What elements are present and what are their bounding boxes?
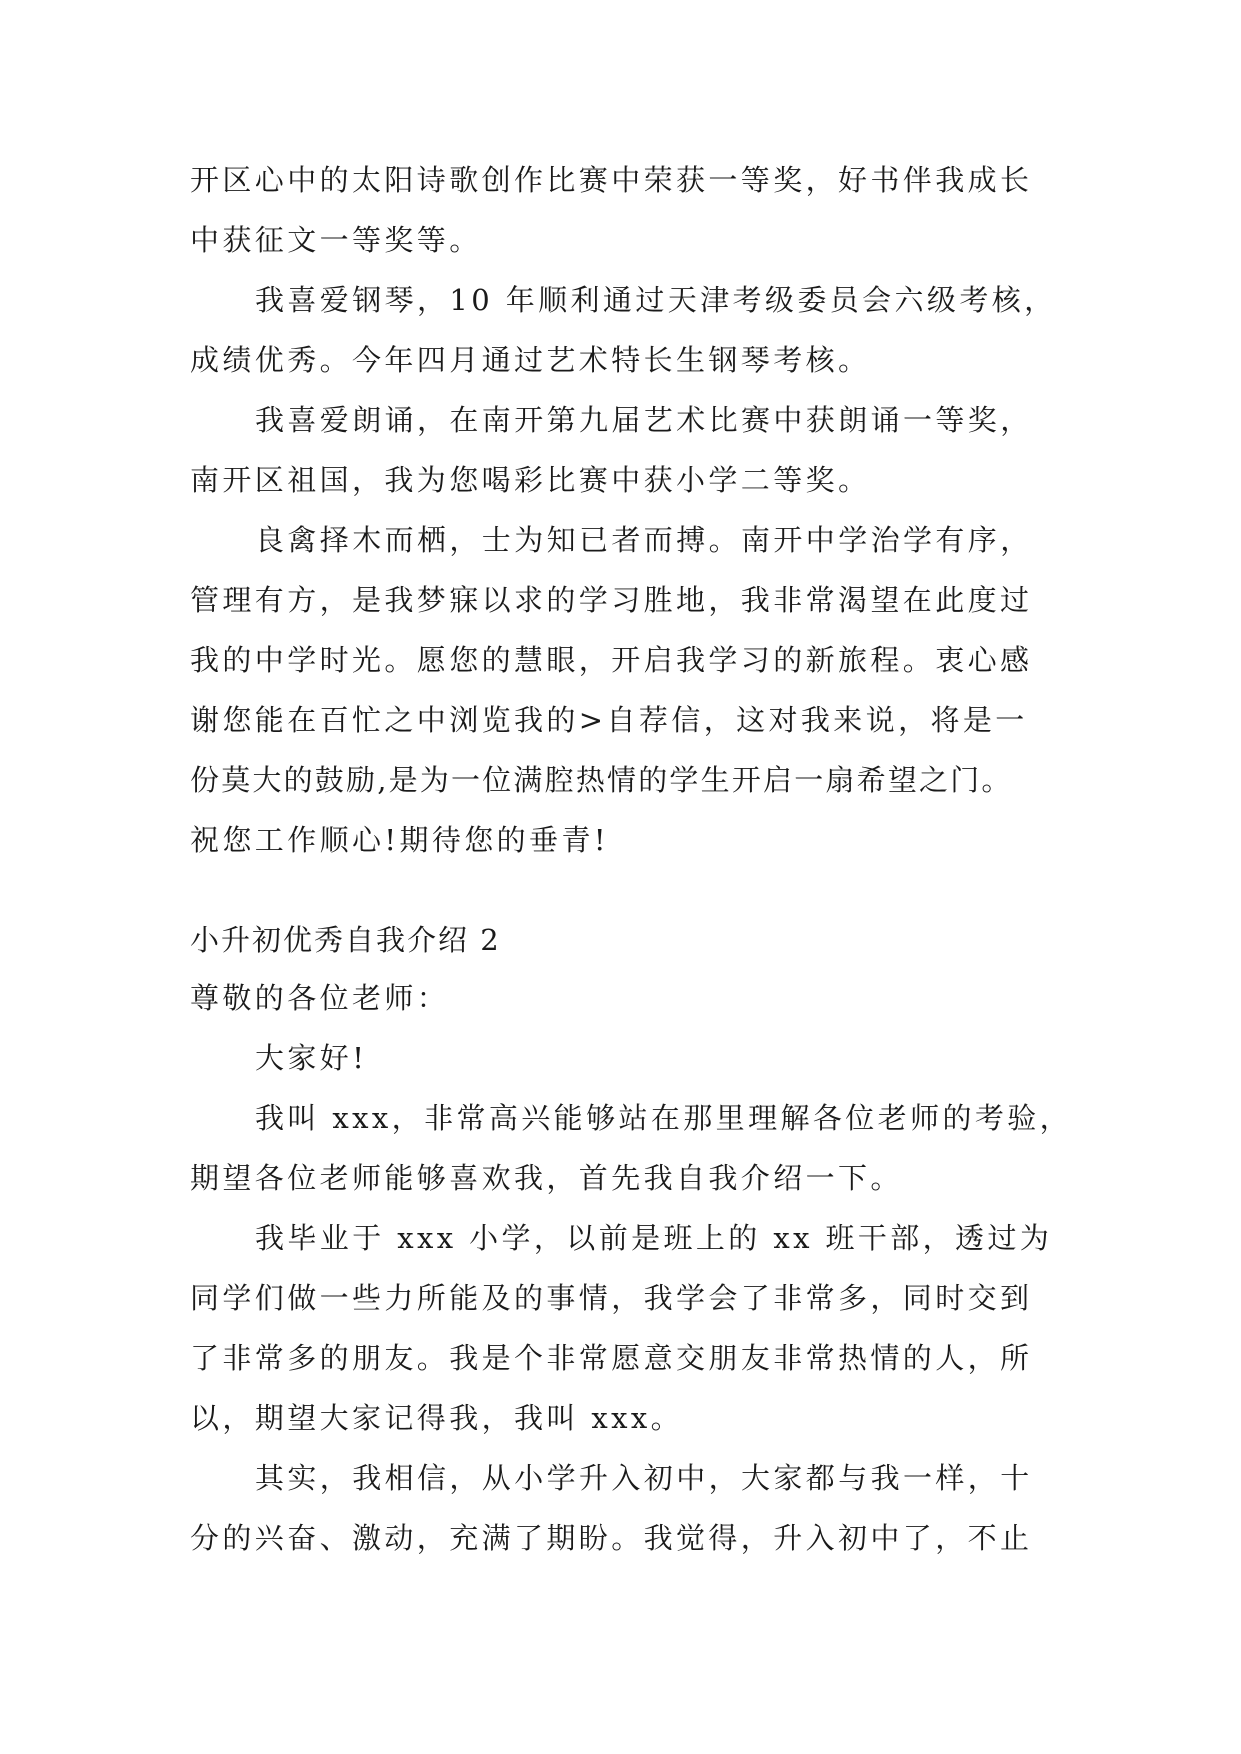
- paragraph-line: 我毕业于 xxx 小学，以前是班上的 xx 班干部，透过为: [255, 1221, 1053, 1255]
- salutation: 尊敬的各位老师：: [190, 981, 450, 1015]
- paragraph-line: 祝您工作顺心!期待您的垂青!: [190, 823, 609, 857]
- greeting: 大家好!: [255, 1041, 368, 1075]
- paragraph-line: 我的中学时光。愿您的慧眼，开启我学习的新旅程。衷心感: [190, 643, 1033, 677]
- paragraph-line: 其实，我相信，从小学升入初中，大家都与我一样，十: [255, 1461, 1033, 1495]
- paragraph-line: 我叫 xxx，非常高兴能够站在那里理解各位老师的考验，: [255, 1101, 1073, 1135]
- paragraph-line: 开区心中的太阳诗歌创作比赛中荣获一等奖，好书伴我成长: [190, 163, 1033, 197]
- paragraph-line: 成绩优秀。今年四月通过艺术特长生钢琴考核。: [190, 343, 871, 377]
- paragraph-line: 以，期望大家记得我，我叫 xxx。: [190, 1401, 684, 1435]
- paragraph-line: 谢您能在百忙之中浏览我的>自荐信，这对我来说，将是一: [190, 703, 1028, 737]
- paragraph-line: 我喜爱钢琴，10 年顺利通过天津考级委员会六级考核，: [255, 283, 1057, 317]
- paragraph-line: 期望各位老师能够喜欢我，首先我自我介绍一下。: [190, 1161, 903, 1195]
- paragraph-line: 我喜爱朗诵，在南开第九届艺术比赛中获朗诵一等奖，: [255, 403, 1033, 437]
- paragraph-line: 管理有方，是我梦寐以求的学习胜地，我非常渴望在此度过: [190, 583, 1033, 617]
- paragraph-line: 分的兴奋、激动，充满了期盼。我觉得，升入初中了，不止: [190, 1521, 1033, 1555]
- paragraph-line: 南开区祖国，我为您喝彩比赛中获小学二等奖。: [190, 463, 871, 497]
- paragraph-line: 同学们做一些力所能及的事情，我学会了非常多，同时交到: [190, 1281, 1033, 1315]
- paragraph-line: 份莫大的鼓励,是为一位满腔热情的学生开启一扇希望之门。: [190, 763, 1013, 797]
- paragraph-line: 了非常多的朋友。我是个非常愿意交朋友非常热情的人，所: [190, 1341, 1033, 1375]
- section-heading: 小升初优秀自我介绍 2: [190, 923, 501, 957]
- paragraph-line: 中获征文一等奖等。: [190, 223, 482, 257]
- paragraph-line: 良禽择木而栖，士为知已者而搏。南开中学治学有序，: [255, 523, 1033, 557]
